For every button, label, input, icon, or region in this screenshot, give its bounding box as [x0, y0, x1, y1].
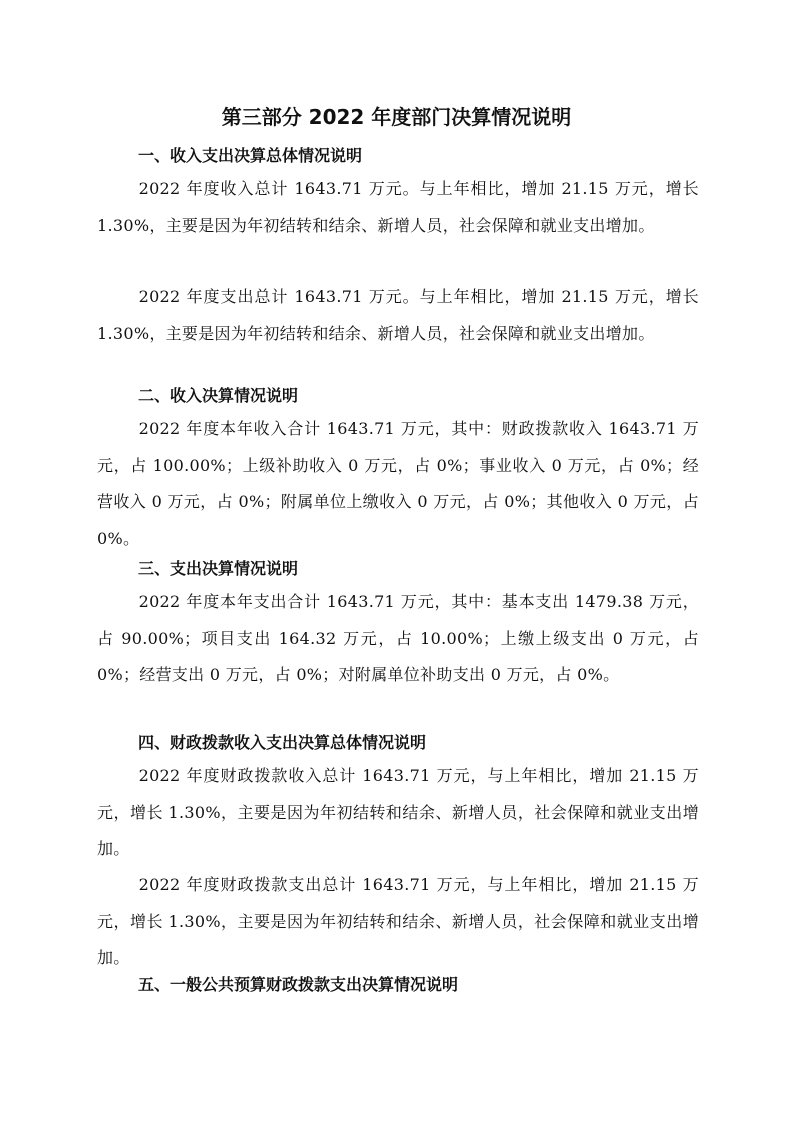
paragraph-fiscal-income: 2022 年度财政拨款收入总计 1643.71 万元，与上年相比，增加 21.15 万元，增长 1.30%，主要是因为年初结转和结余、新增人员，社会保障和就业支出增加。	[97, 766, 699, 858]
paragraph-expense-total: 2022 年度支出总计 1643.71 万元。与上年相比，增加 21.15 万元，增长 1.30%，主要是因为年初结转和结余、新增人员，社会保障和就业支出增加。	[97, 287, 699, 343]
paragraph-income-detail: 2022 年度本年收入合计 1643.71 万元，其中：财政拨款收入 1643.71 万元，占 100.00%；上级补助收入 0 万元，占 0%；事业收入 0 万元，占 0%；经营收入 0 万元，占 0%；附属单位上缴收入 0 万元，占 0%；其他收入 0 万元，占 0%。	[97, 419, 699, 548]
section-heading-1: 一、收入支出决算总体情况说明	[138, 146, 363, 165]
paragraph-income-total: 2022 年度收入总计 1643.71 万元。与上年相比，增加 21.15 万元，增长 1.30%，主要是因为年初结转和结余、新增人员，社会保障和就业支出增加。	[97, 179, 699, 235]
section-heading-5: 五、一般公共预算财政拨款支出决算情况说明	[138, 975, 459, 994]
paragraph-fiscal-expense: 2022 年度财政拨款支出总计 1643.71 万元，与上年相比，增加 21.15 万元，增长 1.30%，主要是因为年初结转和结余、新增人员，社会保障和就业支出增加。	[97, 875, 699, 967]
paragraph-expense-detail: 2022 年度本年支出合计 1643.71 万元，其中：基本支出 1479.38 万元，占 90.00%；项目支出 164.32 万元，占 10.00%；上缴上级支出 0 万元，占 0%；经营支出 0 万元，占 0%；对附属单位补助支出 0 万元，占 0%。	[97, 592, 699, 684]
page-title: 第三部分 2022 年度部门决算情况说明	[221, 105, 572, 129]
section-heading-2: 二、收入决算情况说明	[138, 386, 299, 405]
section-heading-4: 四、财政拨款收入支出决算总体情况说明	[138, 733, 427, 752]
section-heading-3: 三、支出决算情况说明	[138, 559, 299, 578]
